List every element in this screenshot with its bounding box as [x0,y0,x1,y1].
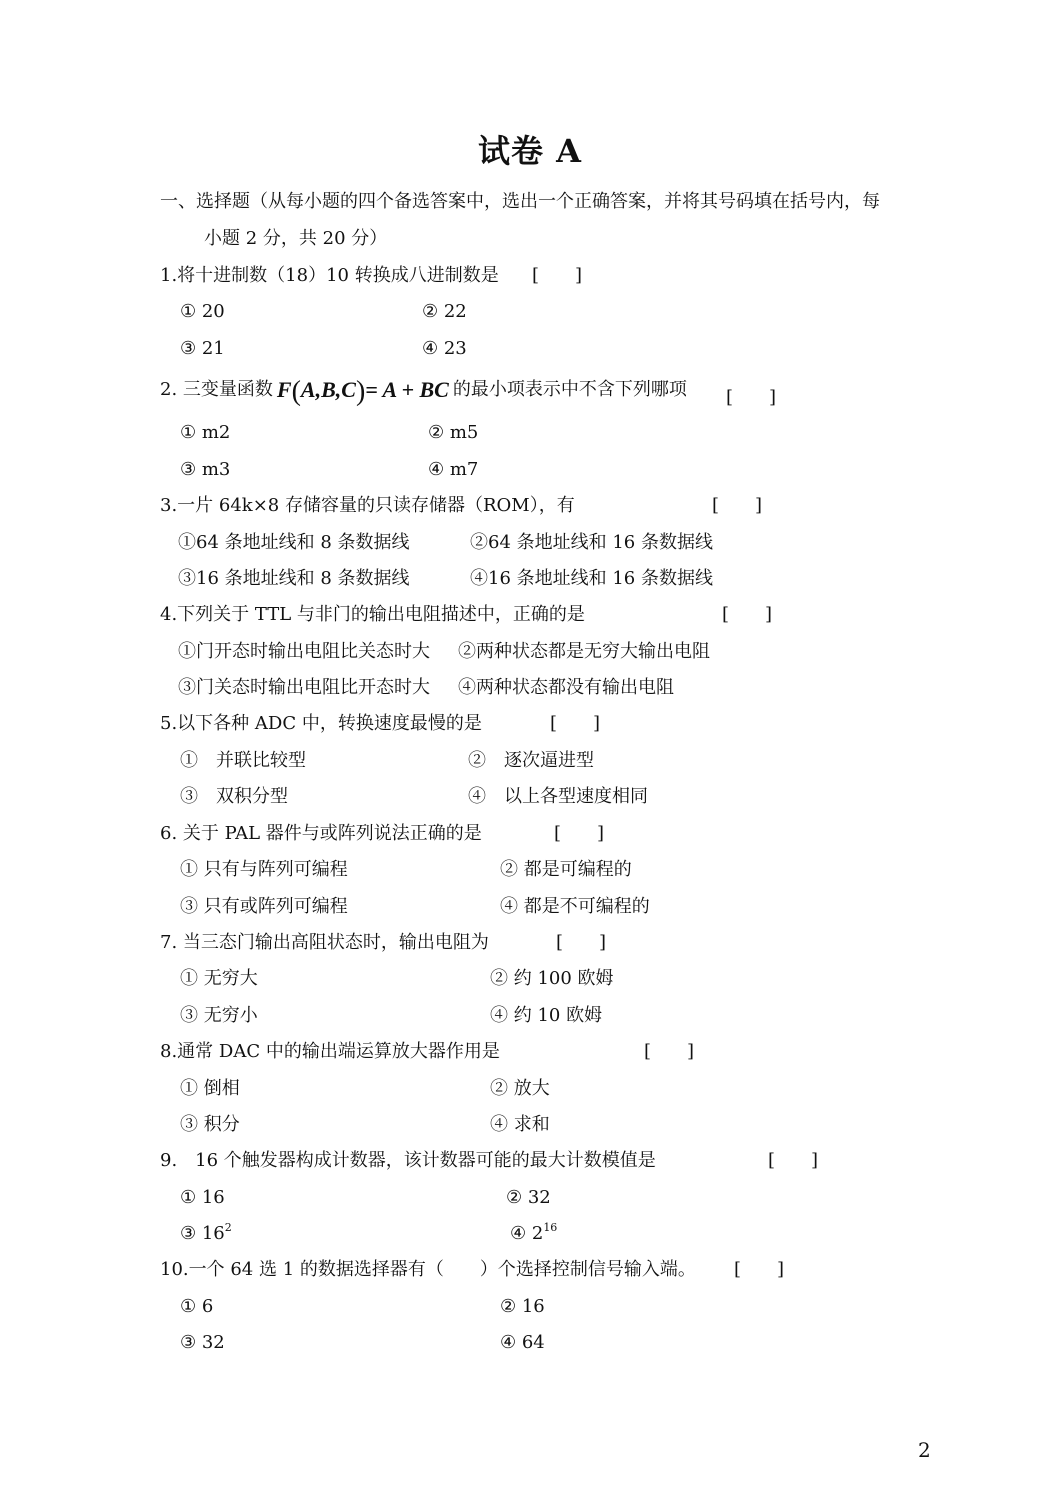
question-10-option-3: ③ 32 [180,1332,225,1353]
question-4-option-4: ④两种状态都没有输出电阻 [458,677,674,698]
question-6-bracket: [ ] [554,823,605,844]
question-5-option-4: ④ 以上各型速度相同 [468,786,648,807]
question-6-stem: 6. 关于 PAL 器件与或阵列说法正确的是 [160,823,482,844]
question-5-option-1: ① 并联比较型 [180,750,306,771]
question-2-stem-pre: 2. 三变量函数 [160,379,273,400]
question-5-option-3: ③ 双积分型 [180,786,288,807]
question-3-option-3: ③16 条地址线和 8 条数据线 [178,568,410,589]
question-10-bracket: [ ] [734,1259,785,1280]
question-7-option-4: ④ 约 10 欧姆 [490,1005,603,1026]
page-title: 试卷 A [478,132,582,170]
option-text: ③ 16 [180,1223,225,1244]
section-heading-line2: 小题 2 分，共 20 分） [204,228,388,249]
question-8-option-1: ① 倒相 [180,1078,240,1099]
question-6-option-4: ④ 都是不可编程的 [500,896,650,917]
page-number: 2 [918,1438,931,1462]
question-10-stem: 10.一个 64 选 1 的数据选择器有（ ）个选择控制信号输入端。 [160,1259,696,1280]
question-2-stem [160,376,687,407]
question-5-bracket: [ ] [550,713,601,734]
question-1-option-3: ③ 21 [180,338,225,359]
option-text: ④ 2 [510,1223,544,1244]
question-4-option-2: ②两种状态都是无穷大输出电阻 [458,641,710,662]
question-9-option-2: ② 32 [506,1187,551,1208]
question-1-bracket: [ ] [532,265,583,286]
question-8-option-2: ② 放大 [490,1078,550,1099]
question-5-stem: 5.以下各种 ADC 中，转换速度最慢的是 [160,713,482,734]
question-5-option-2: ② 逐次逼进型 [468,750,594,771]
question-8-option-3: ③ 积分 [180,1114,240,1135]
option-exponent: 16 [543,1221,558,1234]
option-exponent: 2 [224,1221,232,1234]
question-10-option-2: ② 16 [500,1296,545,1317]
question-3-option-1: ①64 条地址线和 8 条数据线 [178,532,410,553]
formula-args: A,B,C [300,377,356,402]
question-9-option-4 [510,1222,557,1246]
question-2-option-2: ② m5 [428,422,479,443]
question-7-stem: 7. 当三态门输出高阻状态时，输出电阻为 [160,932,489,953]
question-2-option-1: ① m2 [180,422,231,443]
question-1-option-4: ④ 23 [422,338,467,359]
question-3-bracket: [ ] [712,495,763,516]
question-8-option-4: ④ 求和 [490,1114,550,1135]
question-10-option-1: ① 6 [180,1296,214,1317]
question-4-stem: 4.下列关于 TTL 与非门的输出电阻描述中，正确的是 [160,604,585,625]
question-4-option-3: ③门关态时输出电阻比开态时大 [178,677,430,698]
question-3-option-2: ②64 条地址线和 16 条数据线 [470,532,713,553]
section-heading-line1: 一、选择题（从每小题的四个备选答案中，选出一个正确答案，并将其号码填在括号内，每 [160,191,880,212]
formula-function: F [276,377,292,402]
question-9-stem: 9. 16 个触发器构成计数器，该计数器可能的最大计数模值是 [160,1150,656,1171]
question-6-option-2: ② 都是可编程的 [500,859,632,880]
formula-rhs: = A + BC [365,377,449,402]
question-1-option-1: ① 20 [180,301,225,322]
question-3-stem: 3.一片 64k×8 存储容量的只读存储器（ROM），有 [160,495,575,516]
question-2-stem-post: 的最小项表示中不含下列哪项 [452,379,687,400]
question-4-bracket: [ ] [722,604,773,625]
question-1-stem: 1.将十进制数（18）10 转换成八进制数是 [160,265,499,286]
question-8-bracket: [ ] [644,1041,695,1062]
question-7-option-1: ① 无穷大 [180,968,258,989]
question-1-option-2: ② 22 [422,301,467,322]
question-6-option-3: ③ 只有或阵列可编程 [180,896,348,917]
question-10-option-4: ④ 64 [500,1332,545,1353]
question-4-option-1: ①门开态时输出电阻比关态时大 [178,641,430,662]
question-6-option-1: ① 只有与阵列可编程 [180,859,348,880]
question-3-option-4: ④16 条地址线和 16 条数据线 [470,568,713,589]
question-7-option-3: ③ 无穷小 [180,1005,258,1026]
question-2-formula: F(A,B,C)= A + BC [276,376,449,407]
question-8-stem: 8.通常 DAC 中的输出端运算放大器作用是 [160,1041,500,1062]
question-2-option-4: ④ m7 [428,459,479,480]
question-9-option-1: ① 16 [180,1187,225,1208]
question-9-bracket: [ ] [768,1150,819,1171]
question-2-bracket: [ ] [726,387,777,408]
question-7-option-2: ② 约 100 欧姆 [490,968,614,989]
question-7-bracket: [ ] [556,932,607,953]
question-9-option-3 [180,1222,232,1246]
question-2-option-3: ③ m3 [180,459,231,480]
